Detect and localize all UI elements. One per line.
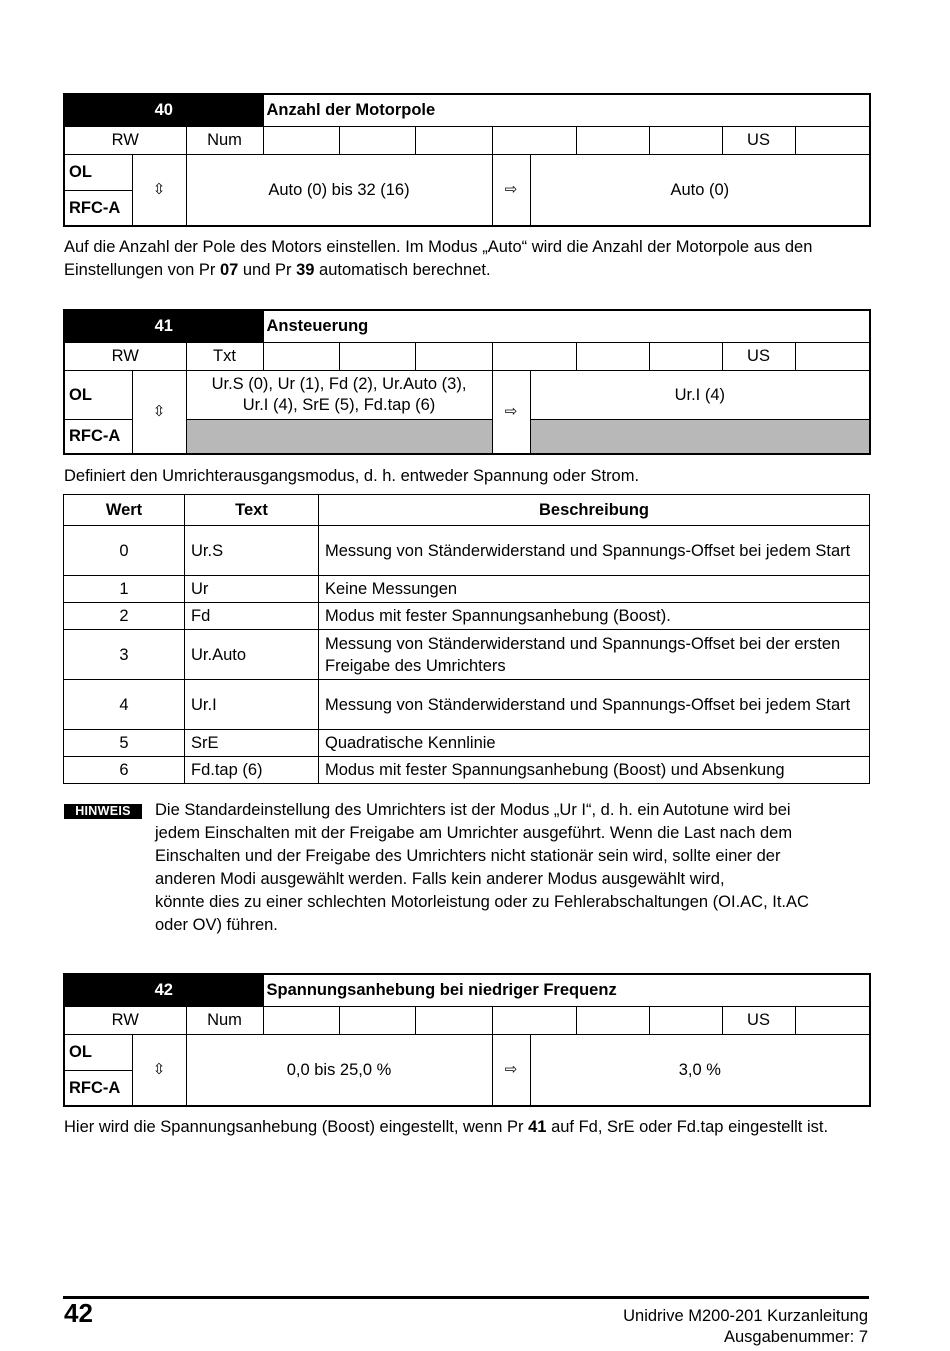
table-row bbox=[64, 603, 870, 630]
empty-flag bbox=[576, 342, 649, 370]
param-range: 0,0 bis 25,0 % bbox=[186, 1034, 492, 1106]
note-line: Einschalten und der Freigabe des Umrichters nicht stationär sein wird, sollte einer der bbox=[155, 847, 781, 865]
param-default: Ur.I (4) bbox=[530, 370, 870, 419]
us-flag: US bbox=[722, 126, 795, 154]
empty-flag bbox=[263, 342, 339, 370]
row-text: Ur.I bbox=[185, 680, 319, 730]
rfc-default-disabled bbox=[530, 419, 870, 454]
empty-flag bbox=[263, 126, 339, 154]
param-42-table bbox=[63, 973, 871, 1107]
empty-flag bbox=[415, 342, 492, 370]
row-text: Ur bbox=[185, 576, 319, 603]
rw-flag: RW bbox=[64, 342, 186, 370]
mode-rfc-a: RFC-A bbox=[64, 419, 132, 454]
table-row bbox=[64, 630, 870, 680]
table-row bbox=[64, 730, 870, 757]
empty-flag bbox=[649, 342, 722, 370]
note-line: jedem Einschalten mit der Freigabe am Umrichter ausgeführt. Wenn die Last nach dem bbox=[155, 824, 793, 842]
issue-number: Ausgabenummer: 7 bbox=[724, 1328, 868, 1346]
mode-ol: OL bbox=[64, 154, 132, 190]
param-default: 3,0 % bbox=[530, 1034, 870, 1106]
row-value: 2 bbox=[64, 603, 185, 630]
param-number: 40 bbox=[64, 94, 263, 126]
row-description: Messung von Ständerwiderstand und Spannungs-Offset bei jedem Start bbox=[319, 526, 870, 576]
empty-flag bbox=[649, 126, 722, 154]
empty-flag bbox=[415, 126, 492, 154]
hinweis-text bbox=[155, 799, 870, 937]
row-value: 4 bbox=[64, 680, 185, 730]
empty-flag bbox=[492, 342, 576, 370]
param-number: 42 bbox=[64, 974, 263, 1006]
footer-info bbox=[623, 1306, 868, 1348]
hinweis-badge: HINWEIS bbox=[64, 804, 142, 819]
empty-flag bbox=[492, 1006, 576, 1034]
param-range bbox=[186, 370, 492, 419]
default-icon: ⇨ bbox=[492, 1034, 530, 1106]
param-default: Auto (0) bbox=[530, 154, 870, 226]
footer-rule bbox=[63, 1296, 869, 1299]
empty-flag bbox=[339, 342, 415, 370]
row-text: Fd.tap (6) bbox=[185, 757, 319, 784]
param-title: Ansteuerung bbox=[263, 310, 870, 342]
empty-flag bbox=[649, 1006, 722, 1034]
table-row bbox=[64, 576, 870, 603]
default-icon: ⇨ bbox=[492, 154, 530, 226]
row-description: Modus mit fester Spannungsanhebung (Boost) und Absenkung bbox=[319, 757, 870, 784]
row-value: 6 bbox=[64, 757, 185, 784]
type-flag: Num bbox=[186, 126, 263, 154]
empty-flag bbox=[492, 126, 576, 154]
us-flag: US bbox=[722, 342, 795, 370]
rw-flag: RW bbox=[64, 126, 186, 154]
param-number: 41 bbox=[64, 310, 263, 342]
type-flag: Num bbox=[186, 1006, 263, 1034]
mode-rfc-a: RFC-A bbox=[64, 190, 132, 226]
mode-ol: OL bbox=[64, 370, 132, 419]
range-icon: ⇳ bbox=[132, 1034, 186, 1106]
range-icon: ⇳ bbox=[132, 154, 186, 226]
row-description: Messung von Ständerwiderstand und Spannungs-Offset bei der ersten Freigabe des Umrichters bbox=[319, 630, 870, 680]
page-number: 42 bbox=[64, 1298, 93, 1328]
empty-flag bbox=[263, 1006, 339, 1034]
rw-flag: RW bbox=[64, 1006, 186, 1034]
range-icon: ⇳ bbox=[132, 370, 186, 454]
param-40-table bbox=[63, 93, 871, 227]
default-icon: ⇨ bbox=[492, 370, 530, 454]
column-header-beschreibung: Beschreibung bbox=[319, 495, 870, 526]
param-41-description: Definiert den Umrichterausgangsmodus, d. h. entweder Spannung oder Strom. bbox=[64, 467, 640, 485]
range-line: Ur.I (4), SrE (5), Fd.tap (6) bbox=[242, 395, 436, 414]
note-line: oder OV) führen. bbox=[155, 916, 278, 934]
table-row bbox=[64, 526, 870, 576]
row-value: 5 bbox=[64, 730, 185, 757]
row-value: 3 bbox=[64, 630, 185, 680]
param-range: Auto (0) bis 32 (16) bbox=[186, 154, 492, 226]
column-header-wert: Wert bbox=[64, 495, 185, 526]
note-line: könnte dies zu einer schlechten Motorleistung oder zu Fehlerabschaltungen (OI.AC, It.AC bbox=[155, 893, 809, 911]
us-flag: US bbox=[722, 1006, 795, 1034]
document-title: Unidrive M200-201 Kurzanleitung bbox=[623, 1307, 868, 1325]
empty-flag bbox=[339, 126, 415, 154]
rfc-range-disabled bbox=[186, 419, 492, 454]
note-line: anderen Modi ausgewählt werden. Falls kein anderer Modus ausgewählt wird, bbox=[155, 870, 725, 888]
type-flag: Txt bbox=[186, 342, 263, 370]
param-41-table bbox=[63, 309, 871, 455]
param-40-description: Auf die Anzahl der Pole des Motors einstellen. Im Modus „Auto“ wird die Anzahl der Motorpole aus den Einstellungen von Pr 07 und Pr 39 automatisch berechnet. bbox=[64, 238, 813, 279]
row-text: SrE bbox=[185, 730, 319, 757]
mode-value-table bbox=[63, 494, 870, 784]
row-description: Quadratische Kennlinie bbox=[319, 730, 870, 757]
param-title: Spannungsanhebung bei niedriger Frequenz bbox=[263, 974, 870, 1006]
row-text: Ur.S bbox=[185, 526, 319, 576]
row-text: Fd bbox=[185, 603, 319, 630]
mode-rfc-a: RFC-A bbox=[64, 1070, 132, 1106]
mode-ol: OL bbox=[64, 1034, 132, 1070]
param-title: Anzahl der Motorpole bbox=[263, 94, 870, 126]
empty-flag bbox=[576, 1006, 649, 1034]
empty-flag bbox=[795, 126, 870, 154]
row-text: Ur.Auto bbox=[185, 630, 319, 680]
empty-flag bbox=[339, 1006, 415, 1034]
note-line: Die Standardeinstellung des Umrichters ist der Modus „Ur I“, d. h. ein Autotune wird bei bbox=[155, 801, 791, 819]
row-value: 1 bbox=[64, 576, 185, 603]
row-value: 0 bbox=[64, 526, 185, 576]
row-description: Modus mit fester Spannungsanhebung (Boost). bbox=[319, 603, 870, 630]
empty-flag bbox=[795, 342, 870, 370]
empty-flag bbox=[576, 126, 649, 154]
column-header-text: Text bbox=[185, 495, 319, 526]
table-row bbox=[64, 680, 870, 730]
range-line: Ur.S (0), Ur (1), Fd (2), Ur.Auto (3), bbox=[211, 374, 467, 393]
param-42-description: Hier wird die Spannungsanhebung (Boost) eingestellt, wenn Pr 41 auf Fd, SrE oder Fd.tap eingestellt ist. bbox=[64, 1118, 829, 1136]
table-row bbox=[64, 757, 870, 784]
row-description: Keine Messungen bbox=[319, 576, 870, 603]
empty-flag bbox=[795, 1006, 870, 1034]
empty-flag bbox=[415, 1006, 492, 1034]
row-description: Messung von Ständerwiderstand und Spannungs-Offset bei jedem Start bbox=[319, 680, 870, 730]
